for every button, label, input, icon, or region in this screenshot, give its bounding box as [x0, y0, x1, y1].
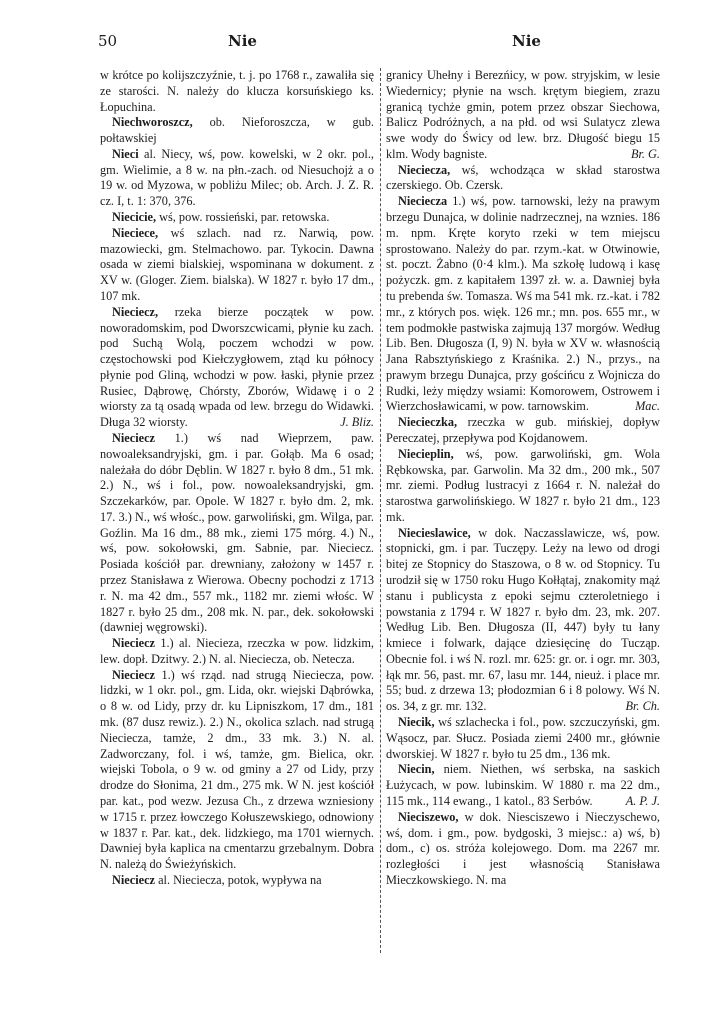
dictionary-entry — [100, 305, 374, 431]
entry-text: wś szlachecka i fol., pow. szczuczyński, gm. Wąsocz, par. Słucz. Posiada ziemi 2400 mr., głównie dworskiej. W 1827 r. było tu 25 dm., 136 mk. — [386, 715, 660, 761]
column-divider — [380, 68, 381, 953]
dictionary-entry — [386, 194, 660, 415]
entry-headword: Nieciece, — [112, 225, 159, 240]
entry-text: 1.) wś nad Wieprzem, paw. nowoaleksandryjski, gm. i par. Gołąb. Ma 6 osad; należała do dóbr Dęblin. W 1827 r. było 8 dm., 51 mk. 2.) N., wś i fol., pow. nowoaleksandryjski, gm. Szczekarków, par. Opole. W 1827 r. było dm. 2, mk. 17. 3.) N., wś włośc., pow. garwoliński, gm. Wilga, par. Goźlin. Ma 16 dm., 88 mk., ziemi 175 mórg. 4.) N., wś, pow. sokołowski, gm. Sabnie, par. Nieciecz. Posiada kościół par. drewniany, założony w 1457 r. przez Stanisława z Wierowa. Obecny pochodzi z 1713 r. N. ma 42 dm., 557 mk., 1182 mr. ziemi włośc. W 1827 r. było 25 dm., 208 mk. N. par., dek. sokołowski (dawniej węgrowski). — [100, 430, 374, 635]
dictionary-entry — [386, 447, 660, 526]
entry-text: niem. Niethen, wś serbska, na saskich Łużycach, w pow. lubinskim. W 1880 r. ma 22 dm., 115 mk., 114 ewang., 1 katol., 83 Serbów. — [386, 762, 660, 808]
dictionary-entry — [100, 873, 374, 889]
entry-headword: Niecik, — [398, 715, 435, 730]
entry-text: al. Nieciecza, potok, wypływa na — [155, 872, 322, 887]
right-column — [386, 68, 660, 889]
entry-headword: Nieciecz — [112, 872, 156, 887]
dictionary-entry — [100, 431, 374, 636]
entry-text: al. Niecy, wś, pow. kowelski, w 2 okr. pol., gm. Wielimie, a 8 w. na płn.-zach. od Niesuchojż a o 19 w. od Myzowa, w pobliżu Milec; ob. Arch. J. Z. R. cz. I, t. 1: 370, 376. — [100, 146, 374, 209]
dictionary-entry — [100, 210, 374, 226]
entry-text: w krótce po kolijszczyźnie, t. j. po 1768 r., zawaliła się ze starości. N. należy do klucza korsuńskiego ks. Łopuchina. — [100, 68, 374, 114]
dictionary-entry — [386, 526, 660, 715]
dictionary-entry — [100, 147, 374, 210]
entry-headword: Niecin, — [398, 762, 435, 777]
dictionary-entry — [100, 636, 374, 668]
dictionary-entry — [100, 115, 374, 147]
entry-text: ob. Nieforoszcza, w gub. połtawskiej — [100, 115, 374, 146]
dictionary-entry — [386, 810, 660, 889]
entry-text: 1.) al. Niecieza, rzeczka w pow. lidzkim, lew. dopł. Dzitwy. 2.) N. al. Nieciecza, ob. Netecza. — [100, 636, 374, 666]
dictionary-entry — [386, 415, 660, 447]
author-signature: Br. Ch. — [625, 699, 660, 714]
running-head-right: Nie — [512, 32, 541, 50]
author-signature: A. P. J. — [625, 793, 660, 808]
entry-text: wś, pow. garwoliński, gm. Wola Rębkowska, par. Garwolin. Ma 32 dm., 200 mk., 507 mr. ziemi. Podług lustracyi z 1664 r. N. należał do starostwa garwolińskiego. W 1827 r. było 21 dm., 123 mk. — [386, 446, 660, 524]
dictionary-entry — [386, 715, 660, 762]
entry-text: wś, pow. rossieński, par. retowska. — [156, 210, 330, 225]
entry-headword: Nieciecz — [112, 430, 156, 445]
author-signature: J. Bliz. — [340, 415, 374, 430]
entry-headword: Niecieczka, — [398, 415, 458, 430]
left-column — [100, 68, 374, 889]
dictionary-entry — [386, 163, 660, 195]
entry-text: wś szlach. nad rz. Narwią, pow. mazowiecki, gm. Stelmachowo. par. Tykocin. Dawna osada w ziemi bialskiej, wspominana w dokument. z XV w. (Gloger. Ziem. bialska). W 1827 r. było 17 dm., 107 mk. — [100, 225, 374, 303]
continued-entry — [386, 68, 660, 163]
dictionary-entry — [100, 226, 374, 305]
running-head-left: Nie — [228, 32, 257, 50]
dictionary-entry — [100, 668, 374, 873]
entry-headword: Niecieslawice, — [398, 525, 471, 540]
entry-text: granicy Uhełny i Berezńicy, w pow. stryjskim, w lesie Wiedernicy; płynie na wsch. krętym biegiem, zrazu granicą tychże gmin, potem przez obszar Siechowa, Balicz Podróżnych, a na płd. od wsi Sulatycz zlewa swe wody do Świcy od lew. brz. Długość biegu 15 klm. Wody bagniste. — [386, 68, 660, 161]
entry-headword: Nieciecz, — [112, 304, 159, 319]
entry-text: w dok. Naczasslawicze, wś, pow. stopnicki, gm. i par. Tuczępy. Leży na lewo od drogi bitej ze Stopnicy do Staszowa, o 8 w. od Stopnicy. Tu urodził się w 1750 roku Hugo Kołłątaj, znakomity mąż stanu i publicysta z epoki sejmu czteroletniego i powstania z 1794 r. W 1827 r. było dm. 23, mk. 207. Według Lib. Ben. Długosza (II, 447) były tu łany kmiece i folwark, dające dziesięcinę do Tucząp. Obecnie fol. i wś N. rozl. mr. 625: gr. or. i ogr. mr. 303, łąk mr. 56, past. mr. 67, lasu mr. 144, nieuż. i place mr. 55; bud. z drzewa 13; płodozmian 6 i 8 polowy. Wś N. os. 34, z gr. mr. 132. — [386, 525, 660, 714]
page-header — [0, 32, 720, 54]
author-signature: Mac. — [635, 399, 660, 414]
page-number: 50 — [98, 32, 118, 50]
dictionary-entry — [386, 762, 660, 809]
entry-headword: Nieciszewo, — [398, 809, 459, 824]
entry-headword: Nieci — [112, 146, 139, 161]
entry-headword: Nieciecz — [112, 636, 156, 651]
entry-headword: Niecieplin, — [398, 446, 454, 461]
entry-headword: Niechworoszcz, — [112, 115, 193, 130]
continued-entry — [100, 68, 374, 115]
author-signature: Br. G. — [630, 146, 660, 161]
entry-headword: Niecicie, — [112, 210, 157, 225]
entry-headword: Nieciecz — [112, 667, 156, 682]
entry-text: wś, wchodząca w skład starostwa czerskiego. Ob. Czersk. — [386, 162, 660, 193]
entry-text: rzeczka w gub. mińskiej, dopływ Pereczatej, przepływa pod Kojdanowem. — [386, 415, 660, 445]
entry-text: w dok. Niesciszewo i Nieczyschewo, wś, dom. i gm., pow. bydgoski, 3 miejsc.: a) wś, b) dom., c) os. stróża kolejowego. Dom. ma 2267 mr. rozległości i jest własnością Stanisława Mieczkowskiego. N. ma — [386, 809, 660, 887]
entry-headword: Nieciecza — [398, 194, 448, 209]
entry-text: 1.) wś, pow. tarnowski, leży na prawym brzegu Dunajca, w dolinie nadrzecznej, na wznies. 186 m. npm. Kręte koryto rzeki w tem miejscu sprostowano. Należy do par. rzym.-kat. w Otwinowie, st. poczt. Żabno (0·4 klm.). Ma szkołę ludową i kasę pożyczk. gm. z kapitałem 1397 zł. w. a. Dawniej była tu prebenda św. Tomasza. Wś ma 541 mk. rz.-kat. i 782 mr., z których pos. więk. 126 mr.; mn. pos. 655 mr., w tem podmokłe pastwiska zajmują 137 morgów. Według Lib. Ben. Długosza (I, 9) N. była w XV w. własnością Jana Rabsztyńskiego z Kraśnika. 2.) N., przys., na prawym brzegu Dunajca, przy gościńcu z Wojnicza do Rudki, leży między wsiami: Komorowem, Ostrowem i Wierzchosławicami, w pow. tarnowskim. — [386, 194, 660, 414]
entry-headword: Nieciecza, — [398, 162, 451, 177]
entry-text: 1.) wś rząd. nad strugą Nieciecza, pow. lidzki, w 1 okr. pol., gm. Lida, okr. wiejski Dąbrówka, o 8 w. od Lidy, przy dr. ku Lipniszkom, 17 dm., 181 mk. (87 dusz rewiz.). 2.) N., okolica szlach. nad strugą Nieciecza, tamże, 2 dm., 33 mk. 3.) N. al. Zadworczany, fol. i wś, tamże, gm. Bielica, okr. wiejski Tobola, o 9 w. od gminy a 27 od Lidy, przy drodze do Słonima, 21 dm., 275 mk. W N. jest kościół par. kat., pod wezw. Jezusa Ch., z drzewa wzniesiony w 1715 r. przez łowczego Kołuszewskiego, odnowiony w 1837 r. Par. kat., dek. lidzkiego, ma 1701 wiernych. Dawniej była kaplica na cmentarzu grzebalnym. Dobra N. należą do Świeżyńskich. — [100, 667, 374, 872]
entry-text: rzeka bierze początek w pow. noworadomskim, pod Dworszcwicami, płynie ku zach. pod Suchą Wolą, poczem wchodzi w pow. częstochowski pod Kiełczygłowem, ztąd ku północy płynie pod Gliną, wchodzi w pow. łaski, płynie przez Rusiec, Dąbrowę, Chórsty, Zborów, Widawę i o 2 wiorsty za tą osadą wpada od lew. brzegu do Widawki. Długa 32 wiorsty. — [100, 304, 374, 430]
